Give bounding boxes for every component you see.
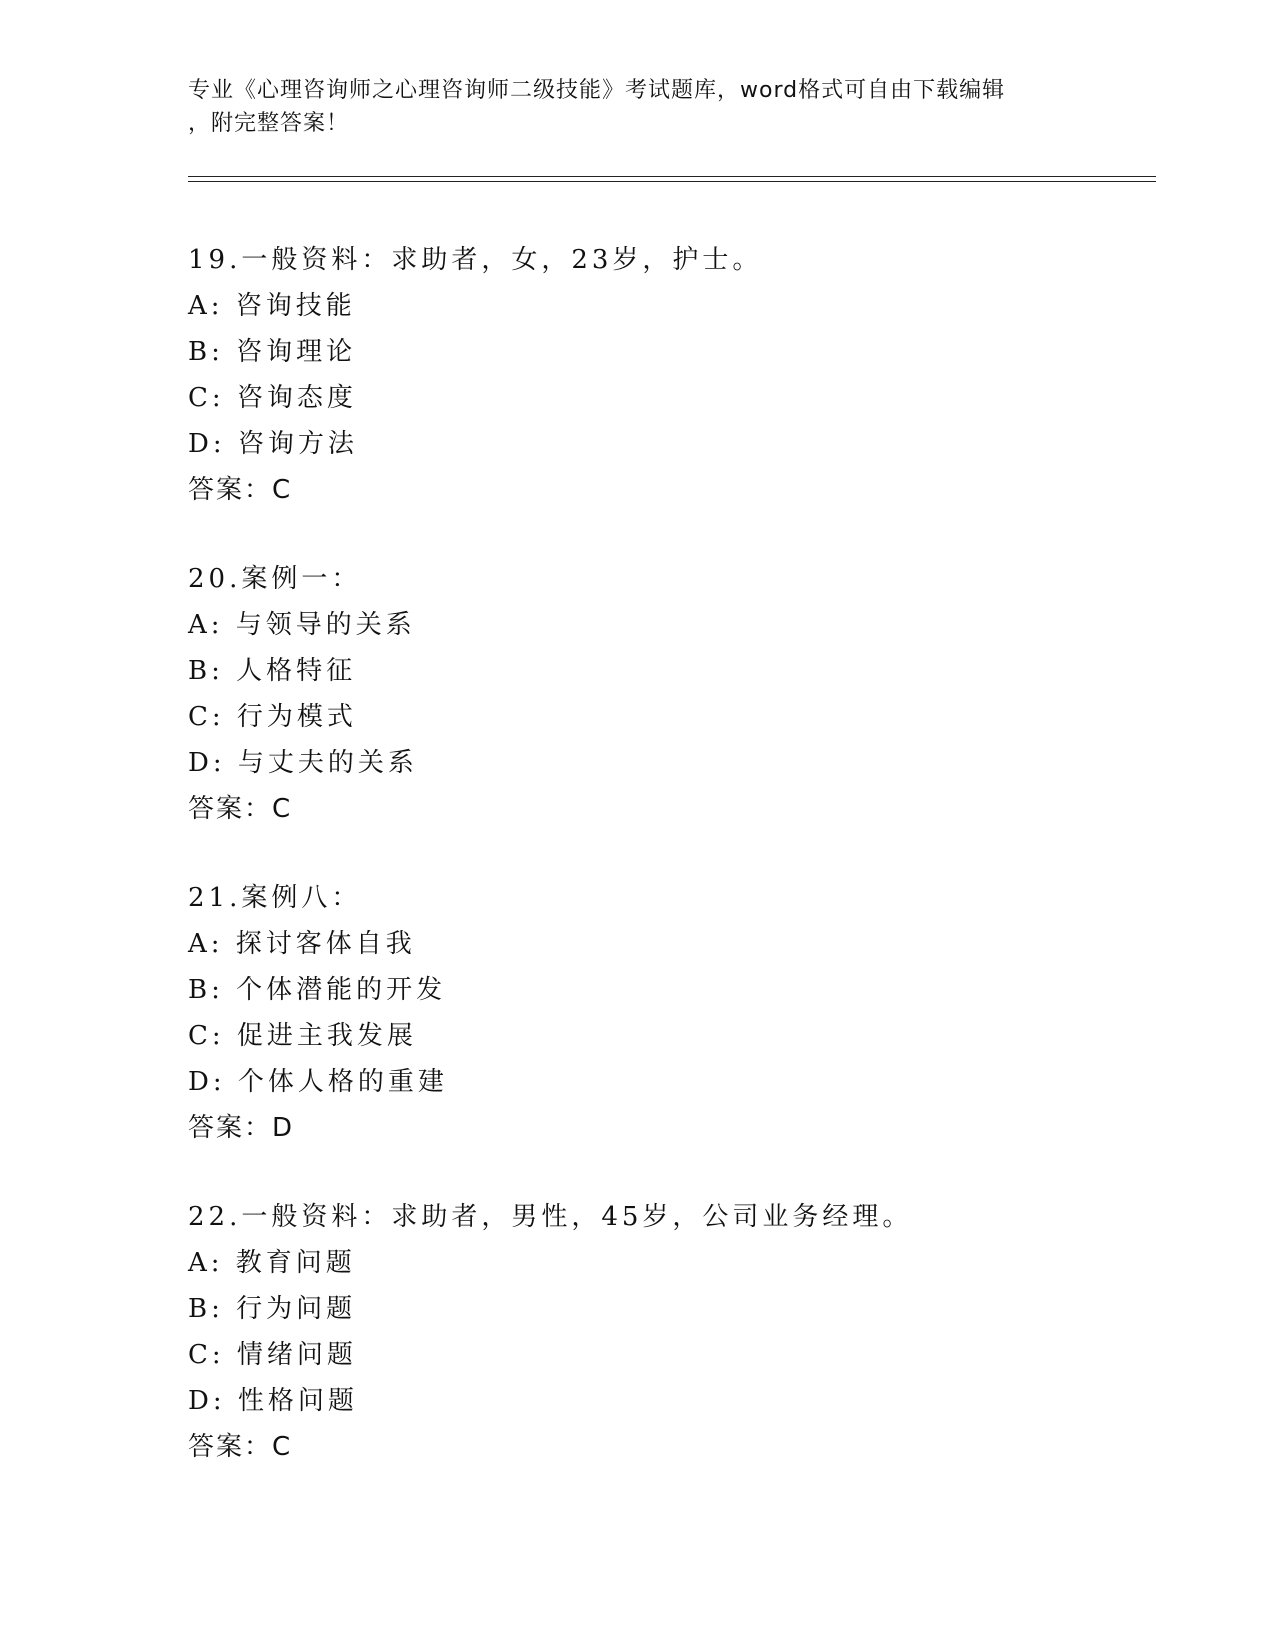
option-d: D: 性格问题 (188, 1386, 358, 1416)
option-b: B: 行为问题 (188, 1294, 357, 1324)
header-line-2: ，附完整答案！ (188, 111, 350, 136)
option-a: A: 探讨客体自我 (188, 929, 416, 959)
question-stem: 19.一般资料：求助者，女，23岁，护士。 (188, 245, 763, 275)
option-b: B: 个体潜能的开发 (188, 975, 447, 1005)
question-22 (188, 1194, 1148, 1470)
option-c: C: 促进主我发展 (188, 1021, 417, 1051)
answer: 答案：C (188, 794, 293, 824)
header-line-1: 专业《心理咨询师之心理咨询师二级技能》考试题库，word格式可自由下载编辑 (188, 78, 1006, 103)
option-b: B: 咨询理论 (188, 337, 357, 367)
option-c: C: 行为模式 (188, 702, 357, 732)
answer: 答案：C (188, 475, 293, 505)
question-stem: 20.案例一： (188, 564, 362, 594)
option-d: D: 咨询方法 (188, 429, 358, 459)
option-a: A: 咨询技能 (188, 291, 356, 321)
option-d: D: 与丈夫的关系 (188, 748, 418, 778)
header-divider-top (188, 176, 1156, 177)
option-b: B: 人格特征 (188, 656, 357, 686)
option-a: A: 与领导的关系 (188, 610, 416, 640)
question-20 (188, 556, 1148, 832)
answer: 答案：D (188, 1113, 295, 1143)
question-21 (188, 875, 1148, 1151)
question-stem: 22.一般资料：求助者，男性，45岁，公司业务经理。 (188, 1202, 913, 1232)
option-c: C: 咨询态度 (188, 383, 357, 413)
question-19 (188, 237, 1148, 513)
header-divider-bottom (188, 181, 1156, 182)
question-list (188, 237, 1148, 1513)
answer: 答案：C (188, 1432, 293, 1462)
option-a: A: 教育问题 (188, 1248, 356, 1278)
option-c: C: 情绪问题 (188, 1340, 357, 1370)
document-header (188, 74, 1068, 140)
question-stem: 21.案例八： (188, 883, 362, 913)
option-d: D: 个体人格的重建 (188, 1067, 448, 1097)
